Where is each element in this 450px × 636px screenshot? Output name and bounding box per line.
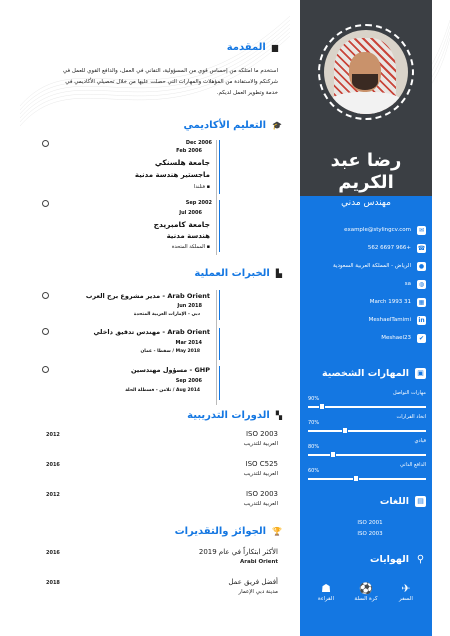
contact-birthday: ▦ March 1993 31 <box>369 298 425 306</box>
course-name: ISO C525 <box>245 460 278 468</box>
edu-degree: هندسة مدنية <box>166 232 210 240</box>
award-year: 2016 <box>46 550 60 556</box>
skill-percent: 60% <box>308 468 320 474</box>
football-icon: ⚽ <box>359 582 373 595</box>
skill-bar <box>308 430 426 432</box>
birthday-icon: ▦ <box>418 298 425 306</box>
award-year: 2018 <box>46 580 60 586</box>
timeline-line <box>216 290 217 405</box>
intro-heading: ▆ المقدمة <box>226 42 278 53</box>
education-heading: 🎓 التعليم الأكاديمي <box>183 120 282 131</box>
timeline-dot <box>42 328 49 335</box>
profile-photo-frame <box>318 24 414 120</box>
language-item: ISO 2001 <box>357 520 383 526</box>
timeline-accent <box>219 366 220 400</box>
skill-percent: 90% <box>308 396 320 402</box>
timeline-dot <box>42 140 49 147</box>
skill-label: اتخاذ القرارات <box>396 414 426 420</box>
edu-date-start: Feb 2006 <box>176 148 202 154</box>
board-icon: ▚ <box>275 411 282 420</box>
experience-date-range: May 2018 / سقطا - عمان <box>140 349 200 354</box>
skills-heading: ▣ المهارات الشخصية <box>308 368 426 379</box>
edu-date-end: Dec 2006 <box>185 140 212 146</box>
chat-icon: ▤ <box>415 496 426 507</box>
contact-linkedin[interactable]: in MeshaelTamimi <box>368 316 425 324</box>
intro-text: استخدم ما امتلكه من إحساس قوي من المسؤولية، التفاني في العمل، والدافع القوي للعمل في شركتكم والاستفادة من المؤهلات والمهارات التي حصلت عليها من خلال تحصيلي الأكاديمي في خدمة وتطوير العمل لديكم. <box>62 68 278 96</box>
experience-date: Jun 2018 <box>177 303 202 309</box>
email-icon: ✉ <box>418 226 425 234</box>
edu-date-start: Jul 2006 <box>179 210 202 216</box>
job-title: مهندس مدني <box>341 198 391 208</box>
course-name: ISO 2003 <box>245 430 278 438</box>
twitter-icon: ✔ <box>418 334 425 342</box>
award-org: Arabi Orient <box>240 559 278 565</box>
experience-date: Sep 2006 <box>175 378 202 384</box>
experience-date: Mar 2014 <box>175 340 202 346</box>
skills-icon: ▣ <box>415 368 426 379</box>
course-year: 2012 <box>46 432 60 438</box>
skill-knob <box>353 475 359 482</box>
experience-heading: ▙ الخبرات العملية <box>194 268 282 279</box>
building-icon: ▙ <box>275 269 282 278</box>
course-item <box>180 430 278 447</box>
course-year: 2016 <box>46 462 60 468</box>
hobby-item: ⚽ كرة السلة <box>348 582 384 602</box>
edu-location: ▪ فنلندا <box>193 184 210 190</box>
location-pin-icon: ▪ <box>205 244 210 250</box>
linkedin-icon: in <box>418 316 425 324</box>
edu-location: ▪ المملكة المتحدة <box>171 244 210 250</box>
experience-role: Arab Orient - مهندس تدقيق داخلي <box>93 328 210 336</box>
hobby-item: ☗ القراءة <box>308 582 344 602</box>
edu-school: جامعة كامبريدج <box>153 220 210 229</box>
skill-label: الدافع الذاتي <box>399 462 426 468</box>
bicycle-icon: ⚲ <box>416 554 425 565</box>
contact-nationality: ◍ sa <box>404 280 425 288</box>
award-org: مدينة دبي الإعمار <box>238 589 278 595</box>
timeline-dot <box>42 200 49 207</box>
timeline-line <box>216 140 217 255</box>
contact-phone[interactable]: ☎ +966 6697 562 <box>367 244 426 252</box>
experience-date-range: Aug 2014 / تلامن - قسطلة الحلة <box>125 388 200 393</box>
award-item <box>180 578 278 595</box>
course-item <box>180 460 278 477</box>
edu-degree: ماجستير هندسة مدنية <box>134 171 210 179</box>
timeline-dot <box>42 366 49 373</box>
edu-date-end: Sep 2002 <box>185 200 212 206</box>
location-icon: ● <box>418 262 425 270</box>
hobby-item: ✈ السفر <box>388 582 424 602</box>
language-item: ISO 2003 <box>357 531 383 537</box>
skill-percent: 70% <box>308 420 320 426</box>
skill-bar <box>308 406 426 408</box>
experience-role: GHP - مسؤول مهندسين <box>130 366 210 374</box>
location-pin-icon: ▪ <box>205 184 210 190</box>
skill-knob <box>330 451 336 458</box>
contact-twitter[interactable]: ✔ Meshael23 <box>381 334 425 342</box>
course-org: العربية للتدريب <box>243 501 278 507</box>
skill-bar <box>308 478 426 480</box>
skill-item <box>308 414 426 432</box>
courses-heading: ▚ الدورات التدريبية <box>187 410 282 421</box>
award-item <box>180 548 278 565</box>
course-org: العربية للتدريب <box>243 471 278 477</box>
skill-item <box>308 390 426 408</box>
skill-item <box>308 438 426 456</box>
timeline-accent <box>219 200 220 252</box>
timeline-accent <box>219 328 220 360</box>
profile-photo <box>324 30 408 114</box>
course-item <box>180 490 278 507</box>
document-icon: ▆ <box>271 43 278 52</box>
skill-label: قيادي <box>414 438 426 444</box>
reading-icon: ☗ <box>321 582 331 595</box>
skill-knob <box>342 427 348 434</box>
skill-percent: 80% <box>308 444 320 450</box>
sidebar <box>300 0 432 636</box>
course-name: ISO 2003 <box>245 490 278 498</box>
nationality-icon: ◍ <box>418 280 425 288</box>
contact-email[interactable]: ✉ example@stylingcv.com <box>344 226 425 234</box>
course-org: العربية للتدريب <box>243 441 278 447</box>
experience-role: Arab Orient - مدير مشروع برج العرب <box>85 292 210 300</box>
course-year: 2012 <box>46 492 60 498</box>
skill-item <box>308 462 426 480</box>
languages-heading: ▤ اللغات <box>308 496 426 507</box>
award-name: الأكثر ابتكاراً في عام 2019 <box>198 548 278 556</box>
timeline-accent <box>219 290 220 320</box>
skill-knob <box>319 403 325 410</box>
plane-icon: ✈ <box>401 582 411 595</box>
contact-location: ● الرياض - المملكة العربية السعودية <box>332 262 425 270</box>
graduation-cap-icon: 🎓 <box>272 121 282 130</box>
candidate-name: رضا عبد الكريم <box>330 150 402 193</box>
award-name: أفضل فريق عمل <box>228 578 278 586</box>
phone-icon: ☎ <box>417 244 426 252</box>
skill-bar <box>308 454 426 456</box>
awards-heading: 🏆 الجوائز والتقديرات <box>174 526 282 537</box>
profile-header <box>300 0 432 196</box>
timeline-accent <box>219 140 220 194</box>
skill-label: مهارات التواصل <box>392 390 426 396</box>
timeline-dot <box>42 292 49 299</box>
edu-school: جامعة هلسنكي <box>154 158 210 167</box>
trophy-icon: 🏆 <box>272 527 282 536</box>
hobbies-heading: ⚲ الهوايات <box>370 554 425 565</box>
experience-place: دبي - الإمارات العربية المتحدة <box>133 312 200 317</box>
